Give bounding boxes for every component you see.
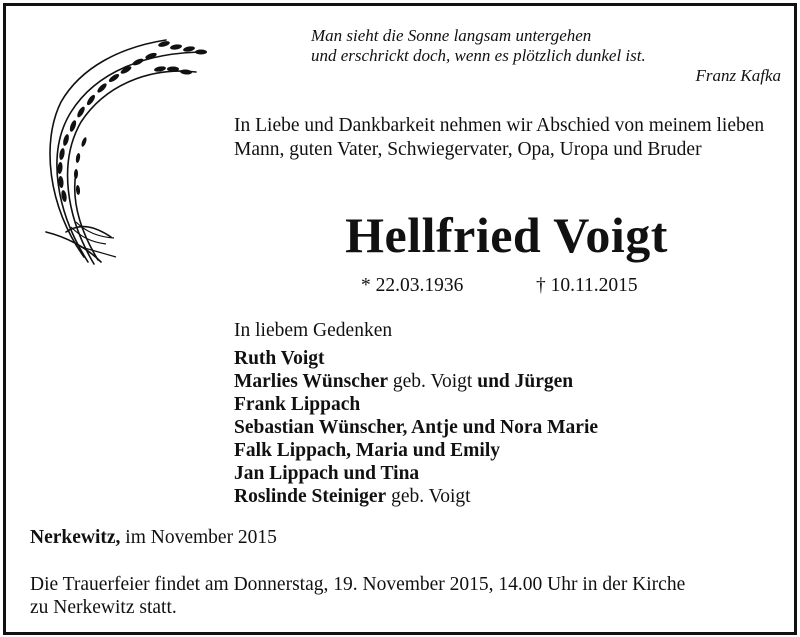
death-date: † 10.11.2015	[536, 275, 638, 296]
mourner-line	[234, 347, 598, 370]
mourner-name: Falk Lippach, Maria und Emily	[234, 440, 501, 461]
mourner-nee: geb. Voigt	[391, 486, 471, 507]
deceased-name: Hellfried Voigt	[345, 207, 668, 263]
funeral-info	[30, 573, 790, 619]
mourner-name: Roslinde Steiniger	[234, 486, 387, 507]
mourner-name: Marlies Wünscher	[234, 371, 389, 392]
place-town: Nerkewitz,	[30, 527, 121, 548]
mourner-name: Jan Lippach und Tina	[234, 463, 420, 484]
birth-date: * 22.03.1936	[361, 275, 464, 296]
mourner-line	[234, 462, 598, 485]
mourner-name: Sebastian Wünscher, Antje und Nora Marie	[234, 417, 599, 438]
mourner-line	[234, 393, 598, 416]
mourner-line	[234, 485, 598, 508]
mourner-name: Frank Lippach	[234, 394, 361, 415]
intro-text: In Liebe und Dankbarkeit nehmen wir Abschied von meinem lieben Mann, guten Vater, Schwiegervater, Opa, Uropa und Bruder	[234, 115, 765, 160]
quote-line: Man sieht die Sonne langsam untergehen	[311, 26, 592, 45]
obituary-notice	[3, 3, 797, 635]
place-date	[30, 527, 277, 549]
mourner-line	[234, 439, 598, 462]
mourner-name: Ruth Voigt	[234, 348, 325, 369]
quote-author: Franz Kafka	[695, 66, 781, 85]
funeral-line: zu Nerkewitz statt.	[30, 597, 177, 618]
mourner-name: und Jürgen	[477, 371, 574, 392]
mourner-line	[234, 416, 598, 439]
quote-line: und erschrickt doch, wenn es plötzlich dunkel ist.	[311, 46, 646, 65]
quote	[311, 26, 781, 86]
mourners-list	[234, 347, 598, 508]
mourner-nee: geb. Voigt	[392, 371, 473, 392]
place-month: im November 2015	[125, 527, 277, 548]
funeral-line: Die Trauerfeier findet am Donnerstag, 19. November 2015, 14.00 Uhr in der Kirche	[30, 574, 686, 595]
mourner-line	[234, 370, 598, 393]
wheat-sheaf-icon	[26, 32, 216, 272]
memory-heading: In liebem Gedenken	[234, 320, 393, 341]
